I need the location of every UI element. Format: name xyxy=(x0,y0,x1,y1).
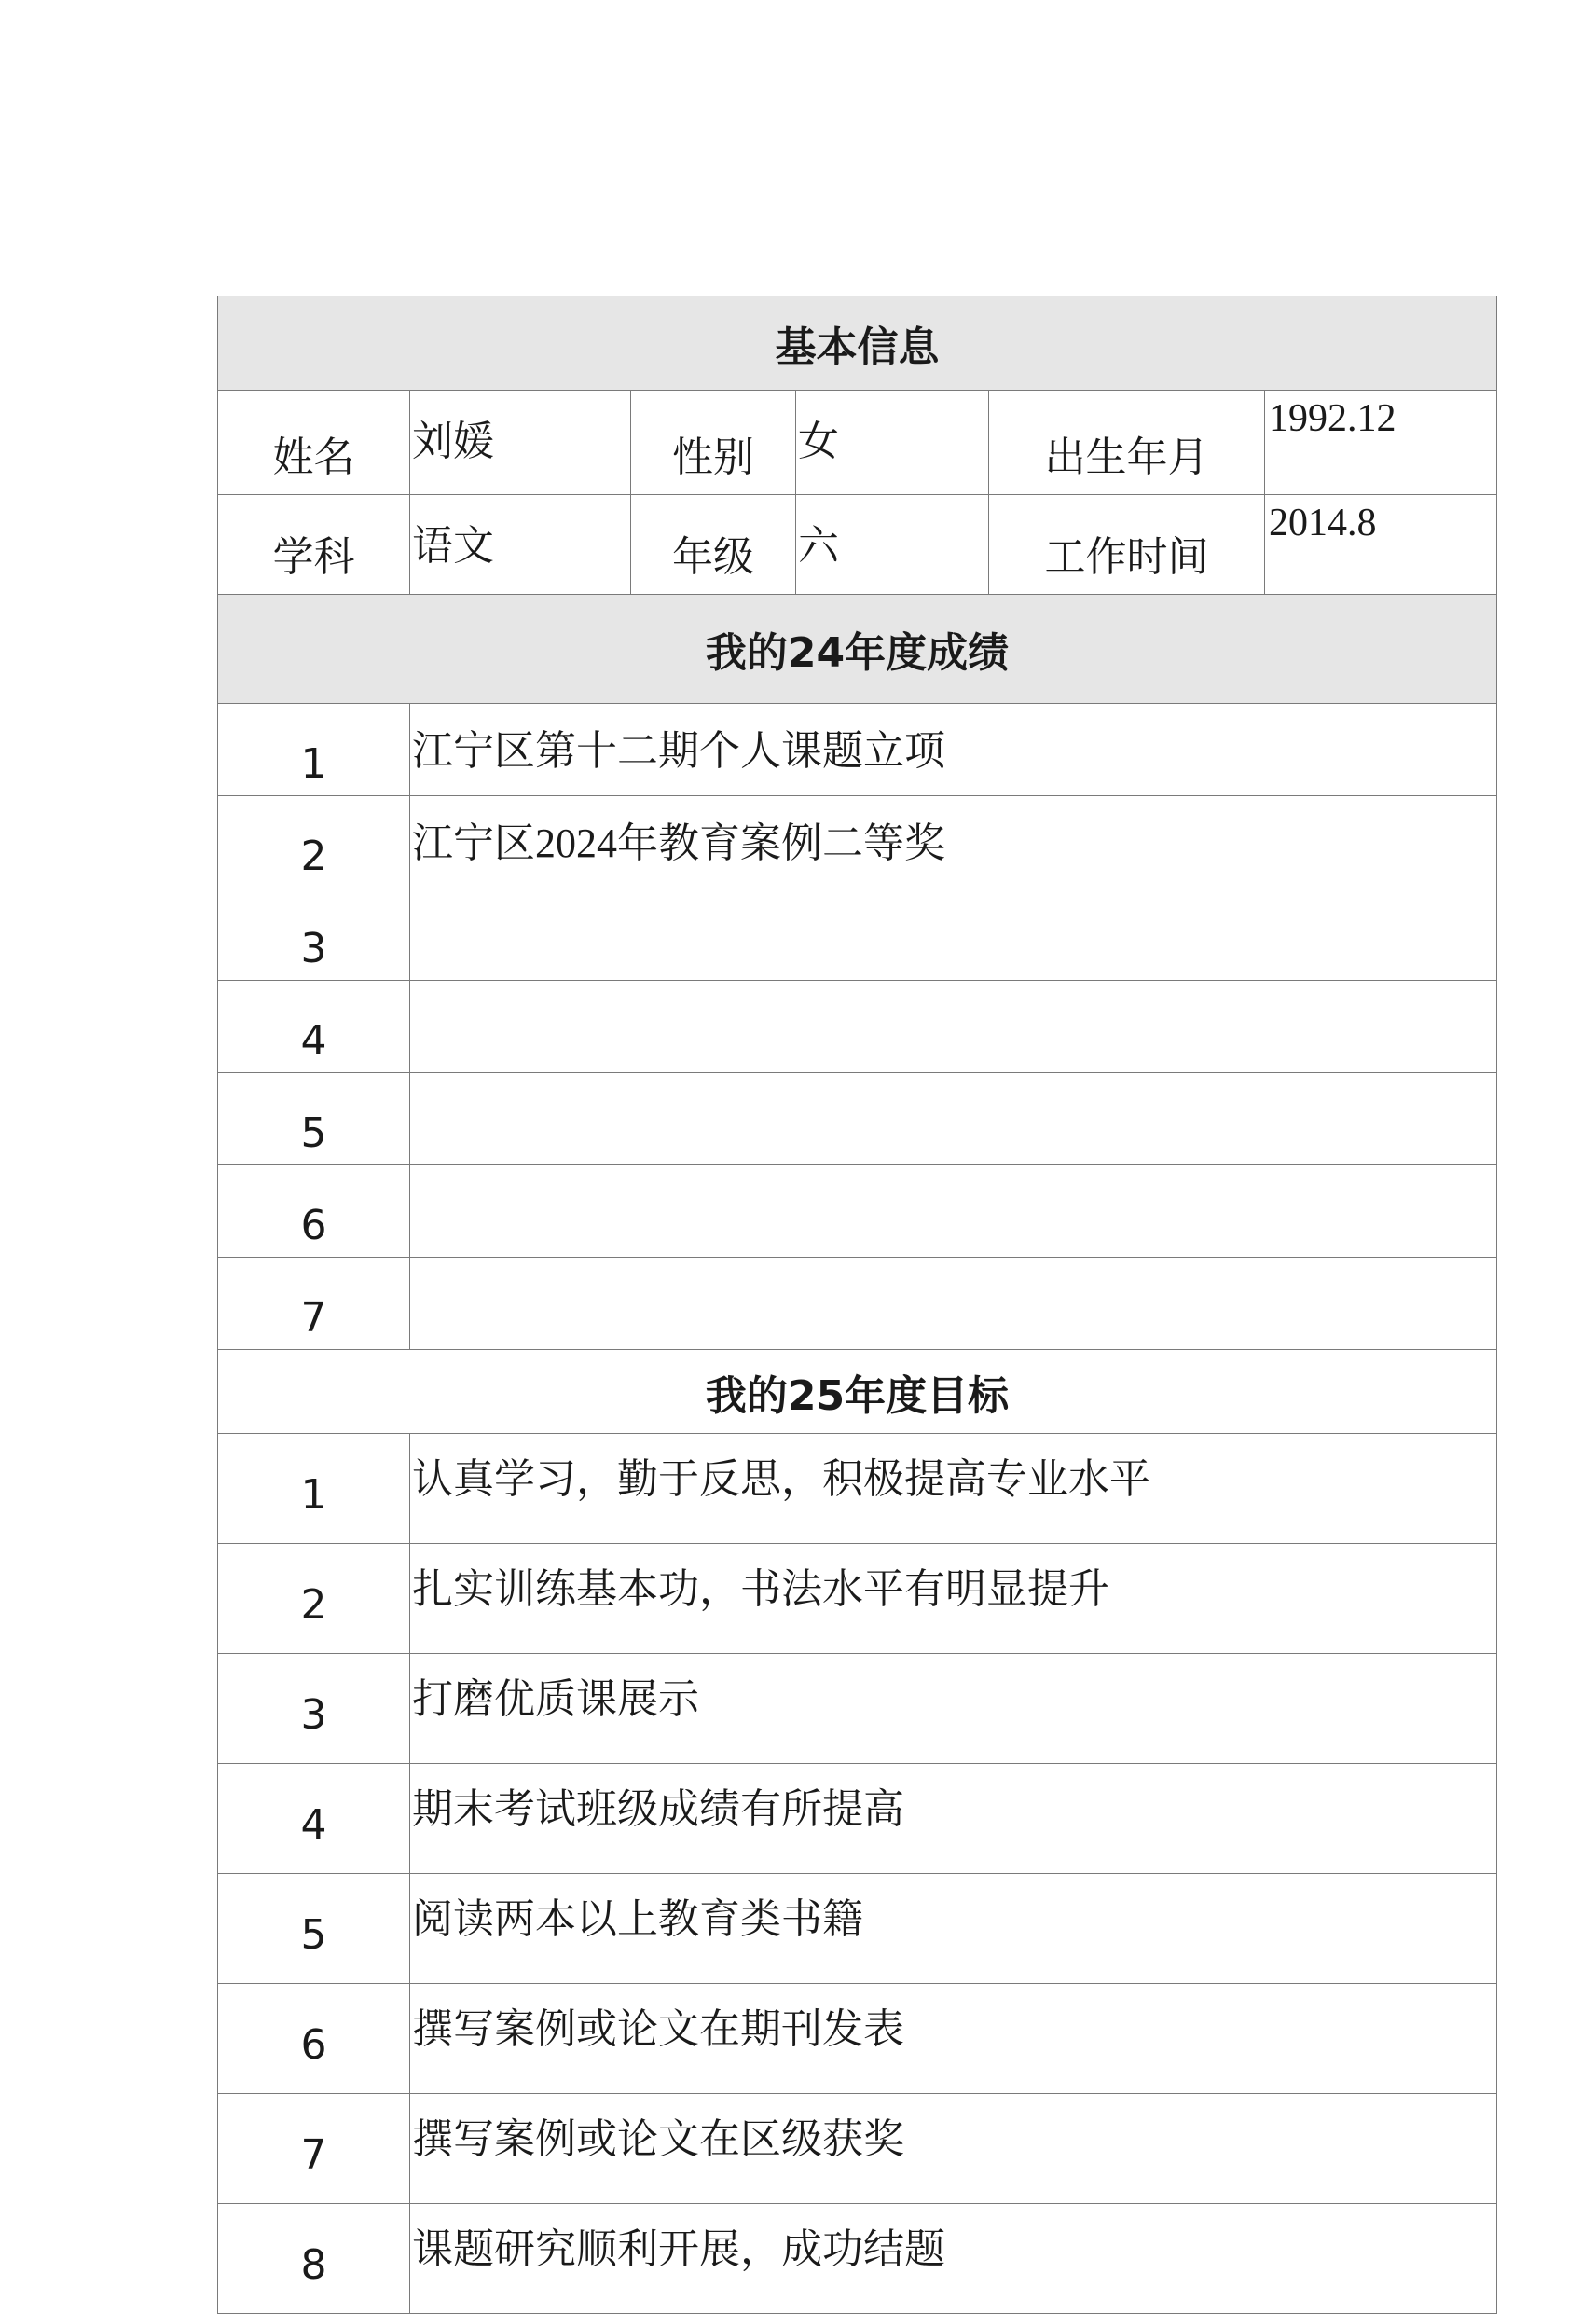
gender-value: 女 xyxy=(796,391,989,495)
achievement-text xyxy=(410,796,1497,888)
goal-index: 5 xyxy=(218,1874,410,1984)
achievement-index: 4 xyxy=(218,981,410,1073)
achievement-text-year: 2024 xyxy=(535,820,617,866)
grade-value: 六 xyxy=(796,495,989,595)
goal-text: 打磨优质课展示 xyxy=(410,1654,1497,1764)
achievement-text xyxy=(410,888,1497,981)
goal-text: 撰写案例或论文在期刊发表 xyxy=(410,1984,1497,2094)
birth-value: 1992.12 xyxy=(1265,391,1497,495)
birth-label: 出生年月 xyxy=(989,391,1265,495)
goal-index: 3 xyxy=(218,1654,410,1764)
goal-index: 7 xyxy=(218,2094,410,2204)
achievement-text: 江宁区第十二期个人课题立项 xyxy=(410,704,1497,796)
goal-index: 4 xyxy=(218,1764,410,1874)
goals-header: 我的25年度目标 xyxy=(218,1350,1497,1434)
name-label: 姓名 xyxy=(218,391,410,495)
achievement-text xyxy=(410,1165,1497,1258)
achievement-index: 7 xyxy=(218,1258,410,1350)
goal-index: 2 xyxy=(218,1544,410,1654)
goal-text: 扎实训练基本功，书法水平有明显提升 xyxy=(410,1544,1497,1654)
goal-text: 课题研究顺利开展，成功结题 xyxy=(410,2204,1497,2314)
basic-info-header: 基本信息 xyxy=(218,296,1497,391)
teacher-profile-table xyxy=(217,296,1497,2314)
achievement-index: 2 xyxy=(218,796,410,888)
achievement-index: 1 xyxy=(218,704,410,796)
name-value: 刘媛 xyxy=(410,391,631,495)
achievement-text xyxy=(410,1258,1497,1350)
goal-index: 1 xyxy=(218,1434,410,1544)
gender-label: 性别 xyxy=(631,391,796,495)
subject-value: 语文 xyxy=(410,495,631,595)
goal-text: 撰写案例或论文在区级获奖 xyxy=(410,2094,1497,2204)
work-label: 工作时间 xyxy=(989,495,1265,595)
achievements-header: 我的24年度成绩 xyxy=(218,595,1497,704)
achievement-text-suffix: 年教育案例二等奖 xyxy=(617,820,945,867)
achievement-text-prefix: 江宁区 xyxy=(412,820,535,867)
achievement-text xyxy=(410,981,1497,1073)
work-value: 2014.8 xyxy=(1265,495,1497,595)
achievement-index: 3 xyxy=(218,888,410,981)
achievement-index: 6 xyxy=(218,1165,410,1258)
goal-text: 期末考试班级成绩有所提高 xyxy=(410,1764,1497,1874)
goal-text: 认真学习，勤于反思，积极提高专业水平 xyxy=(410,1434,1497,1544)
goal-text: 阅读两本以上教育类书籍 xyxy=(410,1874,1497,1984)
goal-index: 8 xyxy=(218,2204,410,2314)
grade-label: 年级 xyxy=(631,495,796,595)
achievement-index: 5 xyxy=(218,1073,410,1165)
goal-index: 6 xyxy=(218,1984,410,2094)
achievement-text xyxy=(410,1073,1497,1165)
subject-label: 学科 xyxy=(218,495,410,595)
